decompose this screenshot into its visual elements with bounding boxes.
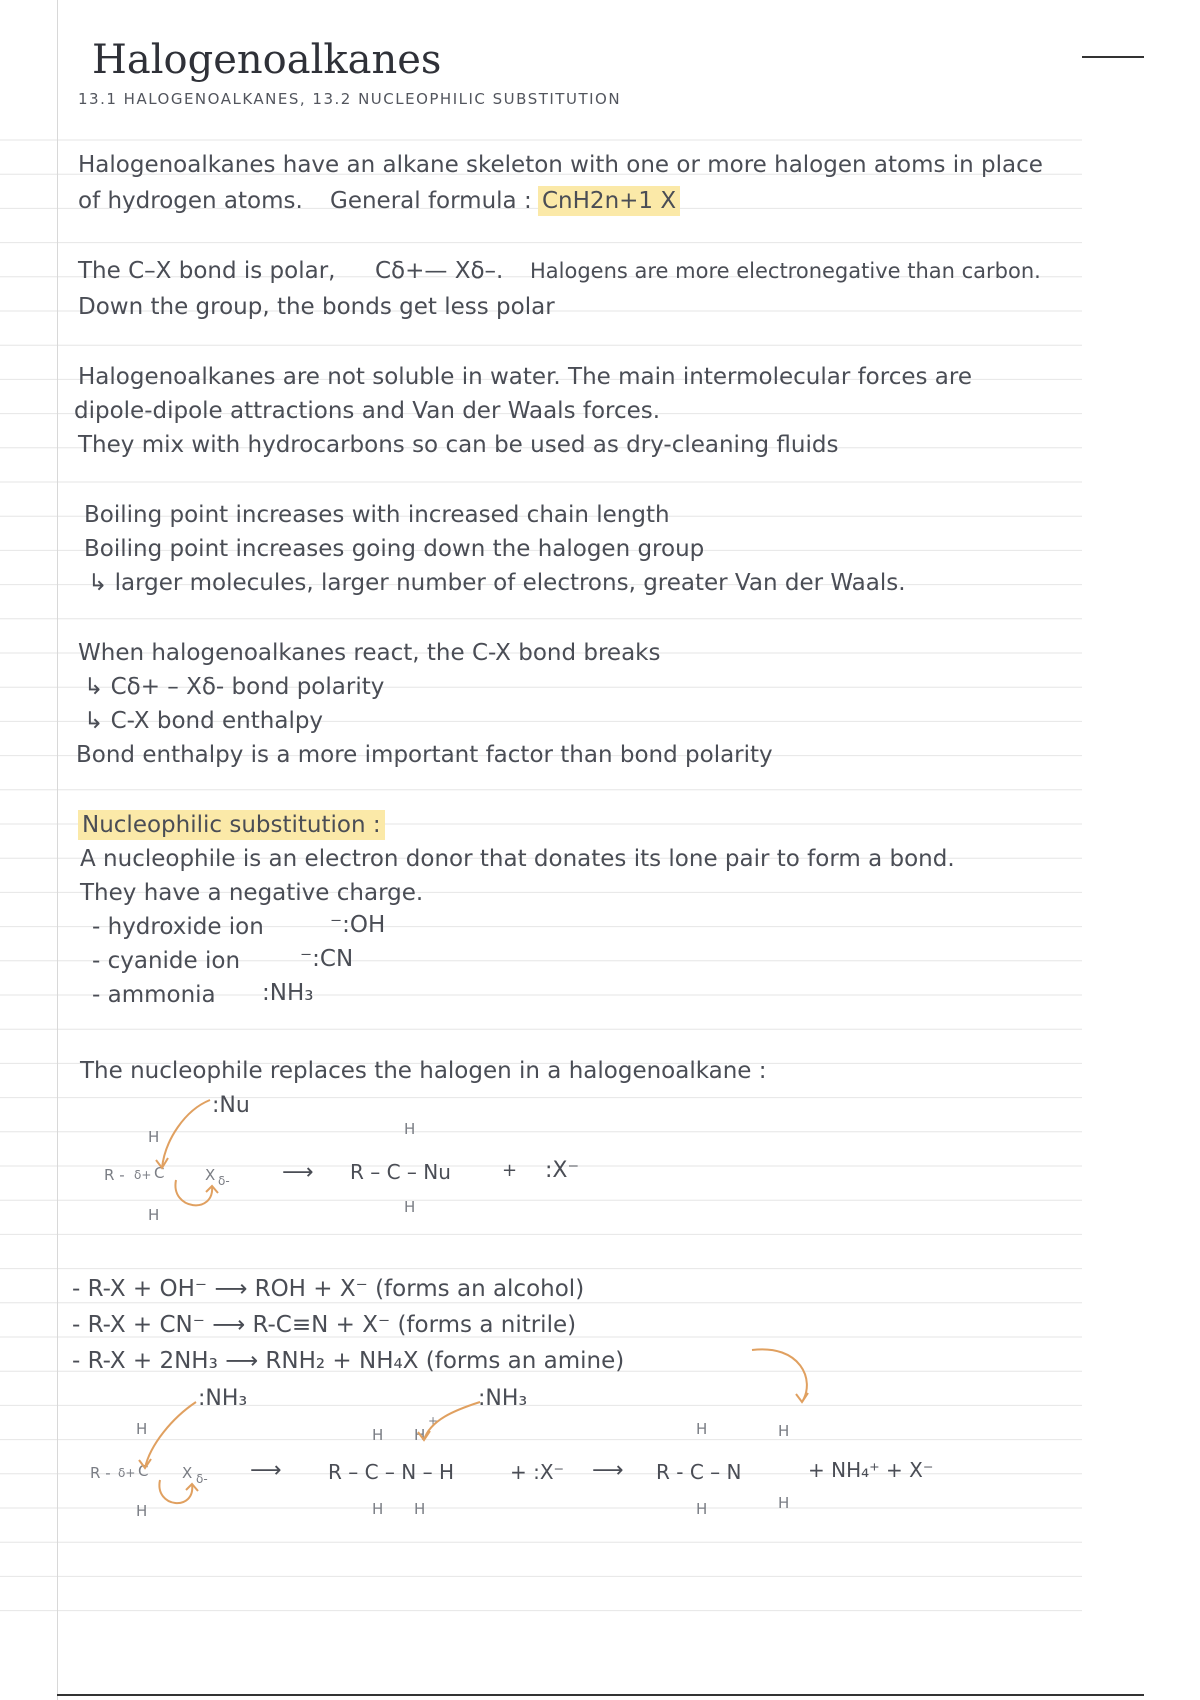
amine-product-formula: R - C – N xyxy=(656,1460,742,1484)
ammonia-left: :NH₃ xyxy=(198,1386,248,1411)
amine-byproducts: + NH₄⁺ + X⁻ xyxy=(808,1458,934,1482)
intermediate-hydrogen-bottom-2: H xyxy=(414,1500,426,1518)
margin-line xyxy=(57,0,58,1700)
reactivity-line-2: ↳ Cδ+ – Xδ- bond polarity xyxy=(84,674,385,700)
top-rule xyxy=(1082,56,1144,58)
delta-minus: δ- xyxy=(218,1174,230,1188)
amine-arrow-2: ⟶ xyxy=(592,1458,624,1483)
polarity-line-1c: Halogens are more electronegative than carbon. xyxy=(530,259,1041,283)
general-formula: CnH2n+1 X xyxy=(538,186,680,216)
leaving-group: :X⁻ xyxy=(545,1158,580,1183)
intro-line-2a: of hydrogen atoms. xyxy=(78,188,303,214)
intermediate-hydrogen-top-2: H xyxy=(414,1426,426,1444)
polarity-line-1a: The C–X bond is polar, xyxy=(78,258,336,284)
solubility-line-1: Halogenoalkanes are not soluble in water. The main intermolecular forces are xyxy=(78,364,972,390)
page-subtitle: 13.1 HALOGENOALKANES, 13.2 NUCLEOPHILIC SUBSTITUTION xyxy=(78,90,622,108)
amine-arrow-1: ⟶ xyxy=(250,1458,282,1483)
r-group: R - xyxy=(104,1166,125,1184)
hydrogen-bottom: H xyxy=(148,1206,160,1224)
leaving-halide: + :X⁻ xyxy=(510,1460,565,1484)
nucleophile-definition: A nucleophile is an electron donor that donates its lone pair to form a bond. xyxy=(80,846,955,872)
amine-product-hydrogen-bottom: H xyxy=(696,1500,708,1518)
hydrogen-top: H xyxy=(148,1128,160,1146)
nucleophile-item-formula: :NH₃ xyxy=(262,980,314,1006)
example-alcohol: - R-X + OH⁻ ⟶ ROH + X⁻ (forms an alcohol) xyxy=(72,1276,585,1302)
ammonia-mid: :NH₃ xyxy=(478,1386,528,1411)
reactivity-line-4: Bond enthalpy is a more important factor than bond polarity xyxy=(76,742,773,768)
amine-r-group: R - xyxy=(90,1464,111,1482)
boiling-line-3: ↳ larger molecules, larger number of electrons, greater Van der Waals. xyxy=(88,570,906,596)
nucleophilic-heading: Nucleophilic substitution : xyxy=(78,810,385,840)
amine-product-hydrogen-right-top: H xyxy=(778,1422,790,1440)
nucleophile-item-formula: ⁻:CN xyxy=(300,946,354,972)
intermediate-hydrogen-top-1: H xyxy=(372,1426,384,1444)
boiling-line-1: Boiling point increases with increased chain length xyxy=(84,502,670,528)
halogen-atom: X xyxy=(205,1166,216,1184)
amine-hydrogen-top: H xyxy=(136,1420,148,1438)
product-hydrogen-bottom: H xyxy=(404,1198,416,1216)
intro-line-2b: General formula : xyxy=(330,188,532,214)
polarity-line-1b: Cδ+— Xδ–. xyxy=(375,258,504,284)
boiling-line-2: Boiling point increases going down the halogen group xyxy=(84,536,705,562)
carbon-atom: C xyxy=(154,1164,165,1182)
amine-product-hydrogen-top: H xyxy=(696,1420,708,1438)
reactivity-line-3: ↳ C-X bond enthalpy xyxy=(84,708,324,734)
intro-line-1: Halogenoalkanes have an alkane skeleton with one or more halogen atoms in place xyxy=(78,152,1043,178)
amine-hydrogen-bottom: H xyxy=(136,1502,148,1520)
solubility-line-2: dipole-dipole attractions and Van der Waals forces. xyxy=(74,398,661,424)
amine-delta-minus: δ- xyxy=(196,1472,208,1486)
nucleophile-item-formula: ⁻:OH xyxy=(330,912,386,938)
amine-halogen: X xyxy=(182,1464,193,1482)
amine-product-hydrogen-right-bottom: H xyxy=(778,1494,790,1512)
reaction-arrow: ⟶ xyxy=(282,1160,314,1185)
solubility-line-3: They mix with hydrocarbons so can be used as dry-cleaning fluids xyxy=(78,432,839,458)
nucleophile-item-label: - hydroxide ion xyxy=(92,914,264,940)
product-hydrogen-top: H xyxy=(404,1120,416,1138)
amine-carbon: C xyxy=(138,1462,149,1480)
page-title: Halogenoalkanes xyxy=(92,37,442,83)
reactivity-line-1: When halogenoalkanes react, the C-X bond breaks xyxy=(78,640,661,666)
example-amine: - R-X + 2NH₃ ⟶ RNH₂ + NH₄X (forms an amine) xyxy=(72,1348,625,1374)
intermediate-hydrogen-bottom-1: H xyxy=(372,1500,384,1518)
bottom-rule xyxy=(57,1694,1144,1696)
positive-charge: + xyxy=(428,1414,439,1428)
nucleophile-item-label: - ammonia xyxy=(92,982,216,1008)
plus-sign: + xyxy=(502,1160,518,1181)
delta-plus: δ+ xyxy=(134,1168,152,1182)
example-nitrile: - R-X + CN⁻ ⟶ R-C≡N + X⁻ (forms a nitrile) xyxy=(72,1312,577,1338)
amine-delta-plus: δ+ xyxy=(118,1466,136,1480)
intermediate-formula: R – C – N – H xyxy=(328,1460,455,1484)
nucleophile-symbol: :Nu xyxy=(212,1093,250,1118)
nucleophile-item-label: - cyanide ion xyxy=(92,948,241,974)
product-formula: R – C – Nu xyxy=(350,1160,451,1184)
mechanism-intro: The nucleophile replaces the halogen in a halogenoalkane : xyxy=(80,1058,767,1084)
polarity-line-2: Down the group, the bonds get less polar xyxy=(78,294,555,320)
nucleophile-charge: They have a negative charge. xyxy=(80,880,424,906)
